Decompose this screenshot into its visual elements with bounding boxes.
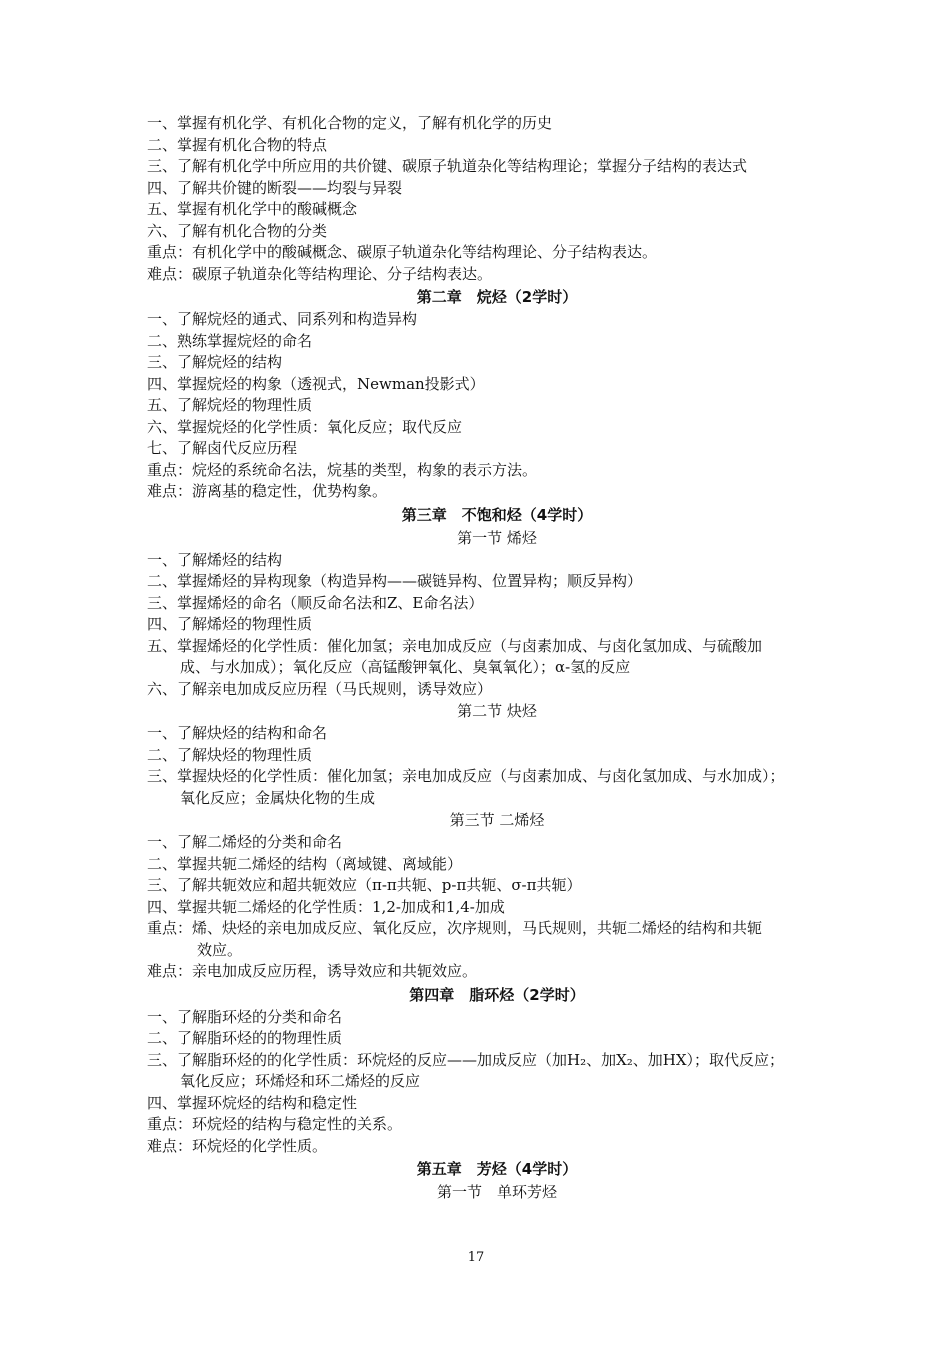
text-line: 六、了解有机化合物的分类 [147,221,328,240]
document-body [147,113,847,1204]
text-line: 成、与水加成）；氧化反应（高锰酸钾氧化、臭氧氧化）；α-氢的反应 [180,658,631,676]
chapter-heading: 第四章 脂环烃（2学时） [409,985,585,1004]
text-line: 难点：游离基的稳定性，优势构象。 [147,482,388,500]
text-line: 七、了解卤代反应历程 [147,439,298,457]
text-line: 二、掌握烯烃的异构现象（构造异构——碳链异构、位置异构；顺反异构） [147,572,643,590]
text-line: 氧化反应；金属炔化物的生成 [180,788,376,807]
text-line: 二、掌握共轭二烯烃的结构（离域键、离域能） [147,854,463,873]
text-line: 三、了解烷烃的结构 [147,353,283,371]
text-line: 五、掌握有机化学中的酸碱概念 [147,200,358,218]
text-line: 五、掌握烯烃的化学性质：催化加氢；亲电加成反应（与卤素加成、与卤化氢加成、与硫酸加 [147,636,763,655]
text-line: 一、了解烯烃的结构 [147,550,283,569]
chapter-heading: 第三章 不饱和烃（4学时） [401,505,593,524]
text-line: 难点：碳原子轨道杂化等结构理论、分子结构表达。 [147,264,493,283]
text-line: 重点：烯、炔烃的亲电加成反应、氧化反应，次序规则，马氏规则，共轭二烯烃的结构和共轭 [147,919,763,937]
text-line: 三、了解有机化学中所应用的共价键、碳原子轨道杂化等结构理论；掌握分子结构的表达式 [147,157,748,175]
section-heading: 第一节 烯烃 [457,528,537,547]
text-line: 二、了解炔烃的物理性质 [147,745,313,764]
text-line: 四、掌握环烷烃的结构和稳定性 [147,1093,358,1112]
text-line: 一、了解烷烃的通式、同系列和构造异构 [147,310,418,328]
text-line: 一、掌握有机化学、有机化合物的定义，了解有机化学的历史 [147,114,553,132]
text-line: 三、了解脂环烃的的化学性质：环烷烃的反应——加成反应（加H₂、加X₂、加HX）；取代反应； [147,1050,785,1069]
text-line: 三、掌握炔烃的化学性质：催化加氢；亲电加成反应（与卤素加成、与卤化氢加成、与水加成）； [147,767,785,785]
text-line: 五、了解烷烃的物理性质 [147,396,313,414]
text-line: 二、掌握有机化合物的特点 [147,135,328,154]
text-line: 重点：烷烃的系统命名法，烷基的类型，构象的表示方法。 [147,460,538,479]
text-line: 效应。 [197,940,243,959]
section-heading: 第一节 单环芳烃 [436,1183,557,1201]
text-line: 二、熟练掌握烷烃的命名 [147,331,313,350]
text-line: 三、掌握烯烃的命名（顺反命名法和Z、E命名法） [147,593,484,612]
text-line: 一、了解二烯烃的分类和命名 [147,833,343,851]
text-line: 一、了解脂环烃的分类和命名 [147,1007,343,1026]
text-line: 六、掌握烷烃的化学性质：氧化反应；取代反应 [147,417,463,436]
text-line: 难点：亲电加成反应历程，诱导效应和共轭效应。 [147,962,478,980]
text-line: 四、了解共价键的断裂——均裂与异裂 [147,178,403,197]
text-line: 六、了解亲电加成反应历程（马氏规则，诱导效应） [147,679,493,698]
text-line: 二、了解脂环烃的的物理性质 [147,1029,343,1047]
text-line: 三、了解共轭效应和超共轭效应（π-π共轭、p-π共轭、σ-π共轭） [147,876,582,894]
text-line: 重点：环烷烃的结构与稳定性的关系。 [147,1115,403,1133]
chapter-heading: 第五章 芳烃（4学时） [416,1160,578,1178]
text-line: 四、掌握共轭二烯烃的化学性质：1,2-加成和1,4-加成 [147,897,505,916]
text-line: 四、掌握烷烃的构象（透视式，Newman投影式） [147,374,485,393]
page-number: 17 [467,1250,485,1265]
text-line: 氧化反应；环烯烃和环二烯烃的反应 [180,1072,421,1090]
text-line: 难点：环烷烃的化学性质。 [147,1136,328,1155]
text-line: 四、了解烯烃的物理性质 [147,615,313,633]
chapter-heading: 第二章 烷烃（2学时） [416,288,578,306]
text-line: 重点：有机化学中的酸碱概念、碳原子轨道杂化等结构理论、分子结构表达。 [147,243,658,261]
text-line: 一、了解炔烃的结构和命名 [147,724,328,742]
section-heading: 第三节 二烯烃 [449,811,545,829]
section-heading: 第二节 炔烃 [457,702,537,720]
